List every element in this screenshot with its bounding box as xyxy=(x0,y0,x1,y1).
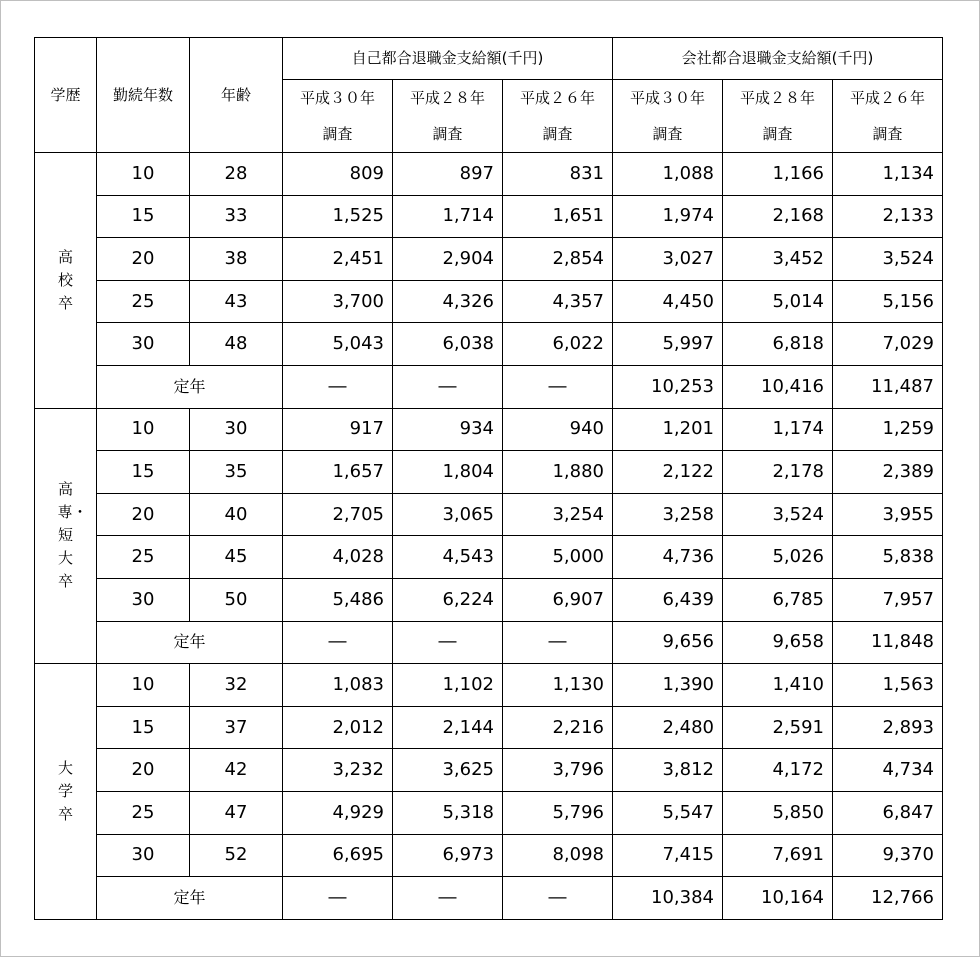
voluntary-amount-cell: 1,102 xyxy=(393,664,503,707)
company-retire-amount-cell: 12,766 xyxy=(833,877,943,920)
voluntary-amount-cell: 6,038 xyxy=(393,323,503,366)
voluntary-amount-cell: 6,695 xyxy=(283,834,393,877)
age-cell: 28 xyxy=(190,153,283,196)
company-amount-cell: 5,547 xyxy=(613,791,723,834)
years-of-service-cell: 30 xyxy=(97,323,190,366)
company-amount-cell: 4,736 xyxy=(613,536,723,579)
years-of-service-cell: 10 xyxy=(97,153,190,196)
age-cell: 47 xyxy=(190,791,283,834)
age-cell: 32 xyxy=(190,664,283,707)
voluntary-retire-dash: ― xyxy=(283,365,393,408)
voluntary-amount-cell: 6,907 xyxy=(503,578,613,621)
company-amount-cell: 1,166 xyxy=(723,153,833,196)
voluntary-amount-cell: 3,254 xyxy=(503,493,613,536)
education-group-label: 高校卒 xyxy=(35,153,97,409)
voluntary-amount-cell: 1,714 xyxy=(393,195,503,238)
years-of-service-cell: 20 xyxy=(97,238,190,281)
voluntary-amount-cell: 5,043 xyxy=(283,323,393,366)
header-age: 年齢 xyxy=(190,38,283,153)
voluntary-amount-cell: 917 xyxy=(283,408,393,451)
years-of-service-cell: 20 xyxy=(97,749,190,792)
age-cell: 40 xyxy=(190,493,283,536)
voluntary-amount-cell: 1,651 xyxy=(503,195,613,238)
company-retire-amount-cell: 11,848 xyxy=(833,621,943,664)
table-row xyxy=(35,323,943,366)
company-amount-cell: 2,122 xyxy=(613,451,723,494)
voluntary-amount-cell: 3,625 xyxy=(393,749,503,792)
voluntary-amount-cell: 5,486 xyxy=(283,578,393,621)
years-of-service-cell: 10 xyxy=(97,664,190,707)
voluntary-retire-dash: ― xyxy=(393,877,503,920)
company-amount-cell: 1,201 xyxy=(613,408,723,451)
voluntary-retire-dash: ― xyxy=(283,621,393,664)
age-cell: 30 xyxy=(190,408,283,451)
voluntary-amount-cell: 4,028 xyxy=(283,536,393,579)
voluntary-amount-cell: 3,700 xyxy=(283,280,393,323)
company-amount-cell: 4,172 xyxy=(723,749,833,792)
table-row xyxy=(35,834,943,877)
voluntary-amount-cell: 897 xyxy=(393,153,503,196)
years-of-service-cell: 15 xyxy=(97,195,190,238)
company-amount-cell: 1,174 xyxy=(723,408,833,451)
retirement-row xyxy=(35,877,943,920)
company-amount-cell: 1,410 xyxy=(723,664,833,707)
years-of-service-cell: 25 xyxy=(97,280,190,323)
table-row xyxy=(35,749,943,792)
voluntary-amount-cell: 1,525 xyxy=(283,195,393,238)
age-cell: 33 xyxy=(190,195,283,238)
table-body xyxy=(35,153,943,920)
table-row xyxy=(35,578,943,621)
header-company-group: 会社都合退職金支給額(千円) xyxy=(613,38,943,80)
retirement-row xyxy=(35,621,943,664)
voluntary-amount-cell: 2,705 xyxy=(283,493,393,536)
retirement-allowance-table xyxy=(34,37,943,920)
voluntary-amount-cell: 5,796 xyxy=(503,791,613,834)
voluntary-amount-cell: 831 xyxy=(503,153,613,196)
retirement-row xyxy=(35,365,943,408)
voluntary-amount-cell: 4,357 xyxy=(503,280,613,323)
company-amount-cell: 7,415 xyxy=(613,834,723,877)
company-amount-cell: 5,156 xyxy=(833,280,943,323)
company-amount-cell: 3,955 xyxy=(833,493,943,536)
age-cell: 48 xyxy=(190,323,283,366)
voluntary-amount-cell: 934 xyxy=(393,408,503,451)
voluntary-amount-cell: 2,904 xyxy=(393,238,503,281)
years-of-service-cell: 30 xyxy=(97,834,190,877)
table-row xyxy=(35,451,943,494)
company-retire-amount-cell: 10,384 xyxy=(613,877,723,920)
age-cell: 37 xyxy=(190,706,283,749)
voluntary-amount-cell: 5,000 xyxy=(503,536,613,579)
company-amount-cell: 2,178 xyxy=(723,451,833,494)
header-years-of-service: 勤続年数 xyxy=(97,38,190,153)
header-company-h30: 平成３０年 調査 xyxy=(613,80,723,153)
voluntary-amount-cell: 5,318 xyxy=(393,791,503,834)
company-amount-cell: 4,734 xyxy=(833,749,943,792)
company-amount-cell: 3,452 xyxy=(723,238,833,281)
age-cell: 50 xyxy=(190,578,283,621)
table-row xyxy=(35,791,943,834)
company-amount-cell: 3,524 xyxy=(723,493,833,536)
retirement-label: 定年 xyxy=(97,877,283,920)
table-header xyxy=(35,38,943,153)
voluntary-amount-cell: 809 xyxy=(283,153,393,196)
years-of-service-cell: 25 xyxy=(97,791,190,834)
company-amount-cell: 1,259 xyxy=(833,408,943,451)
company-amount-cell: 2,893 xyxy=(833,706,943,749)
table-row xyxy=(35,238,943,281)
company-amount-cell: 2,168 xyxy=(723,195,833,238)
voluntary-amount-cell: 8,098 xyxy=(503,834,613,877)
header-company-h26: 平成２６年 調査 xyxy=(833,80,943,153)
years-of-service-cell: 15 xyxy=(97,451,190,494)
table-row xyxy=(35,408,943,451)
company-amount-cell: 3,812 xyxy=(613,749,723,792)
table-row xyxy=(35,280,943,323)
voluntary-amount-cell: 2,854 xyxy=(503,238,613,281)
voluntary-amount-cell: 3,232 xyxy=(283,749,393,792)
voluntary-retire-dash: ― xyxy=(393,621,503,664)
company-amount-cell: 3,524 xyxy=(833,238,943,281)
voluntary-amount-cell: 4,929 xyxy=(283,791,393,834)
voluntary-amount-cell: 4,543 xyxy=(393,536,503,579)
company-retire-amount-cell: 10,416 xyxy=(723,365,833,408)
company-amount-cell: 1,390 xyxy=(613,664,723,707)
table-row xyxy=(35,153,943,196)
voluntary-retire-dash: ― xyxy=(393,365,503,408)
voluntary-retire-dash: ― xyxy=(503,621,613,664)
company-amount-cell: 1,088 xyxy=(613,153,723,196)
voluntary-retire-dash: ― xyxy=(283,877,393,920)
company-amount-cell: 5,850 xyxy=(723,791,833,834)
company-amount-cell: 1,563 xyxy=(833,664,943,707)
company-amount-cell: 2,389 xyxy=(833,451,943,494)
company-retire-amount-cell: 10,253 xyxy=(613,365,723,408)
company-amount-cell: 3,027 xyxy=(613,238,723,281)
voluntary-amount-cell: 1,880 xyxy=(503,451,613,494)
company-retire-amount-cell: 9,658 xyxy=(723,621,833,664)
age-cell: 35 xyxy=(190,451,283,494)
company-amount-cell: 9,370 xyxy=(833,834,943,877)
company-amount-cell: 6,818 xyxy=(723,323,833,366)
age-cell: 38 xyxy=(190,238,283,281)
years-of-service-cell: 25 xyxy=(97,536,190,579)
company-amount-cell: 5,026 xyxy=(723,536,833,579)
voluntary-amount-cell: 3,065 xyxy=(393,493,503,536)
education-group-label: 大学卒 xyxy=(35,664,97,920)
table-row xyxy=(35,664,943,707)
voluntary-amount-cell: 1,130 xyxy=(503,664,613,707)
voluntary-amount-cell: 6,973 xyxy=(393,834,503,877)
header-education: 学歴 xyxy=(35,38,97,153)
company-amount-cell: 5,997 xyxy=(613,323,723,366)
company-amount-cell: 2,133 xyxy=(833,195,943,238)
header-voluntary-group: 自己都合退職金支給額(千円) xyxy=(283,38,613,80)
company-retire-amount-cell: 11,487 xyxy=(833,365,943,408)
company-amount-cell: 5,014 xyxy=(723,280,833,323)
company-retire-amount-cell: 10,164 xyxy=(723,877,833,920)
company-amount-cell: 1,134 xyxy=(833,153,943,196)
retirement-label: 定年 xyxy=(97,621,283,664)
voluntary-amount-cell: 2,144 xyxy=(393,706,503,749)
company-amount-cell: 7,957 xyxy=(833,578,943,621)
voluntary-amount-cell: 940 xyxy=(503,408,613,451)
age-cell: 45 xyxy=(190,536,283,579)
years-of-service-cell: 30 xyxy=(97,578,190,621)
table-row xyxy=(35,706,943,749)
years-of-service-cell: 15 xyxy=(97,706,190,749)
header-voluntary-h28: 平成２８年 調査 xyxy=(393,80,503,153)
voluntary-retire-dash: ― xyxy=(503,877,613,920)
voluntary-amount-cell: 1,804 xyxy=(393,451,503,494)
years-of-service-cell: 20 xyxy=(97,493,190,536)
voluntary-amount-cell: 2,216 xyxy=(503,706,613,749)
education-group-label: 高専・短大卒 xyxy=(35,408,97,664)
age-cell: 52 xyxy=(190,834,283,877)
company-amount-cell: 6,785 xyxy=(723,578,833,621)
voluntary-retire-dash: ― xyxy=(503,365,613,408)
company-amount-cell: 6,847 xyxy=(833,791,943,834)
age-cell: 42 xyxy=(190,749,283,792)
company-retire-amount-cell: 9,656 xyxy=(613,621,723,664)
table-row xyxy=(35,493,943,536)
company-amount-cell: 6,439 xyxy=(613,578,723,621)
table-row xyxy=(35,536,943,579)
retirement-label: 定年 xyxy=(97,365,283,408)
voluntary-amount-cell: 2,012 xyxy=(283,706,393,749)
voluntary-amount-cell: 6,022 xyxy=(503,323,613,366)
company-amount-cell: 3,258 xyxy=(613,493,723,536)
voluntary-amount-cell: 3,796 xyxy=(503,749,613,792)
voluntary-amount-cell: 2,451 xyxy=(283,238,393,281)
company-amount-cell: 7,691 xyxy=(723,834,833,877)
company-amount-cell: 2,480 xyxy=(613,706,723,749)
voluntary-amount-cell: 1,083 xyxy=(283,664,393,707)
voluntary-amount-cell: 1,657 xyxy=(283,451,393,494)
voluntary-amount-cell: 6,224 xyxy=(393,578,503,621)
years-of-service-cell: 10 xyxy=(97,408,190,451)
company-amount-cell: 7,029 xyxy=(833,323,943,366)
header-company-h28: 平成２８年 調査 xyxy=(723,80,833,153)
voluntary-amount-cell: 4,326 xyxy=(393,280,503,323)
company-amount-cell: 2,591 xyxy=(723,706,833,749)
table-row xyxy=(35,195,943,238)
header-voluntary-h30: 平成３０年 調査 xyxy=(283,80,393,153)
company-amount-cell: 1,974 xyxy=(613,195,723,238)
company-amount-cell: 4,450 xyxy=(613,280,723,323)
company-amount-cell: 5,838 xyxy=(833,536,943,579)
age-cell: 43 xyxy=(190,280,283,323)
header-voluntary-h26: 平成２６年 調査 xyxy=(503,80,613,153)
